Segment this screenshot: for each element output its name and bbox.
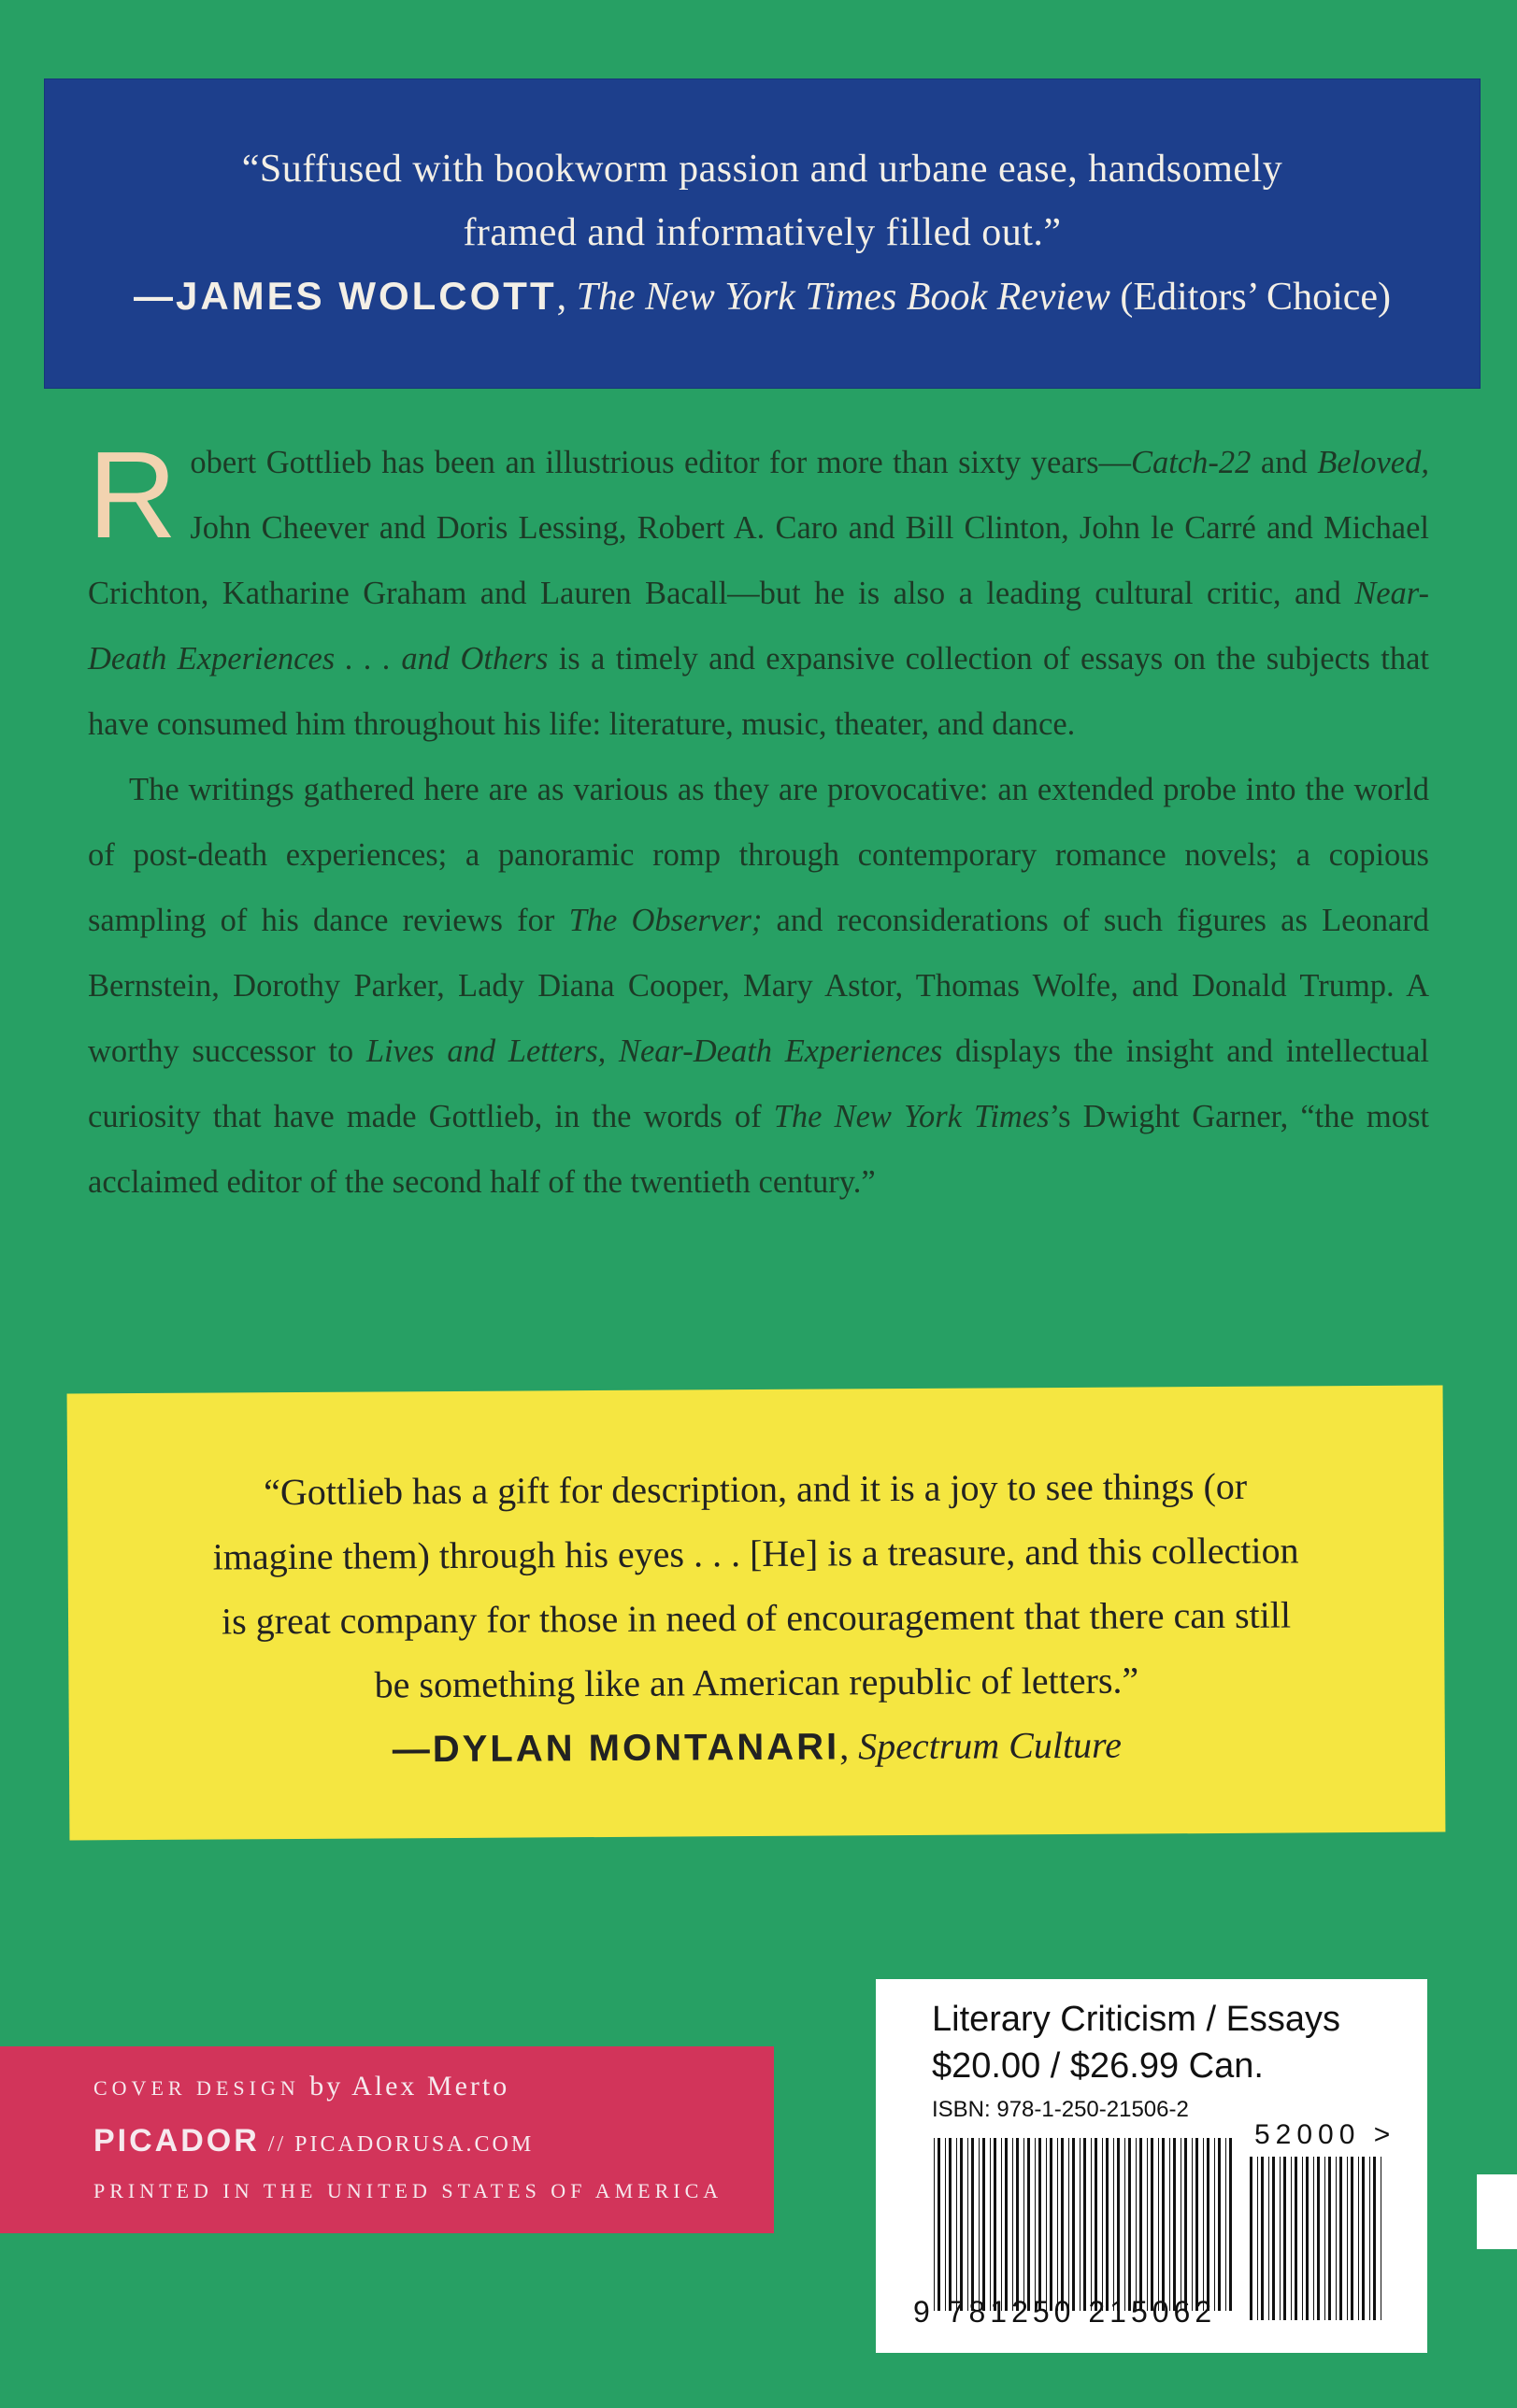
barcode-bar bbox=[1139, 2138, 1142, 2311]
white-tab-mark bbox=[1477, 2174, 1517, 2249]
top-quote-attribution bbox=[45, 264, 1480, 329]
bottom-quote-attribution bbox=[69, 1711, 1445, 1785]
barcode-bar bbox=[1001, 2138, 1002, 2311]
barcode-bar bbox=[1302, 2157, 1303, 2320]
desc-p1-c: and bbox=[1251, 445, 1318, 480]
description-paragraph-2 bbox=[88, 757, 1429, 1215]
bottom-quote-separator: , bbox=[838, 1725, 859, 1768]
description-paragraph-1 bbox=[88, 426, 1429, 757]
barcode-bar bbox=[1023, 2138, 1024, 2311]
barcode-bar bbox=[1218, 2138, 1221, 2311]
barcode-bar bbox=[1016, 2138, 1019, 2311]
top-quote-publication: The New York Times Book Review bbox=[576, 276, 1110, 319]
barcode-bar bbox=[1283, 2157, 1286, 2320]
desc-p2-a: The writings gathered here are as various as they are provocative: an extended probe into the world of post-death experiences; a panoramic romp through contemporary romance novels; a copious sampling of his dance reviews for bbox=[88, 772, 1429, 938]
top-review-quote-box bbox=[45, 79, 1480, 388]
barcode-bar bbox=[990, 2138, 991, 2311]
barcode-bar bbox=[1339, 2157, 1342, 2320]
barcode-bar bbox=[1351, 2157, 1353, 2320]
barcode-bar bbox=[1306, 2157, 1309, 2320]
barcode-bar bbox=[1068, 2138, 1069, 2311]
barcode-bar bbox=[1012, 2138, 1013, 2311]
barcode-bar bbox=[937, 2138, 940, 2311]
barcode-bar bbox=[1184, 2138, 1187, 2311]
barcode-bar bbox=[1083, 2138, 1086, 2311]
desc-p1-e: John Cheever and Doris Lessing, Robert A. Caro and Bill Clinton, John le Carré and Michael Crichton, Katharine Graham and Lauren Bacall—but he is also a leading cultural critic, and bbox=[88, 510, 1429, 611]
desc-p2-e: displays the insight and intellectual curiosity that have made Gottlieb, in the words of bbox=[88, 1033, 1429, 1134]
barcode-bar bbox=[956, 2138, 957, 2311]
barcode-bar bbox=[1328, 2157, 1331, 2320]
price-label: $20.00 / $26.99 Can. bbox=[932, 2046, 1264, 2086]
barcode-bar bbox=[1225, 2138, 1226, 2311]
barcode-bar bbox=[1317, 2157, 1320, 2320]
barcode-digits: 9 781250 215062 bbox=[913, 2295, 1217, 2329]
barcode-bar bbox=[967, 2138, 968, 2311]
barcode-bar bbox=[1128, 2138, 1131, 2311]
barcode-bar bbox=[982, 2138, 985, 2311]
barcode-bar bbox=[1324, 2157, 1325, 2320]
bottom-quote-author: —DYLAN MONTANARI bbox=[392, 1726, 840, 1771]
barcode-bar bbox=[1373, 2157, 1376, 2320]
desc-p2-f: The New York Times bbox=[773, 1099, 1050, 1134]
barcode-bar bbox=[1347, 2157, 1348, 2320]
bottom-quote-line-1: “Gottlieb has a gift for description, and it is a joy to see things (or bbox=[264, 1464, 1248, 1514]
barcode-bar bbox=[1147, 2138, 1148, 2311]
barcode-bar bbox=[1272, 2157, 1275, 2320]
barcode-bar bbox=[1336, 2157, 1337, 2320]
barcode-bar bbox=[1250, 2157, 1252, 2320]
barcode-bar bbox=[949, 2138, 952, 2311]
barcode-bar bbox=[1214, 2138, 1215, 2311]
barcode-bar bbox=[1061, 2138, 1064, 2311]
barcode-bar bbox=[1102, 2138, 1103, 2311]
desc-p1-d: Beloved, bbox=[1317, 445, 1429, 480]
drop-cap: R bbox=[88, 426, 178, 563]
bottom-review-quote bbox=[67, 1386, 1445, 1719]
top-quote-line-2: framed and informatively filled out.” bbox=[463, 211, 1062, 254]
barcode-bar bbox=[945, 2138, 946, 2311]
barcode-bar bbox=[1369, 2157, 1370, 2320]
book-description bbox=[88, 426, 1430, 1215]
desc-p1-f: Near-Death Experiences . . . and Others bbox=[88, 576, 1429, 677]
cover-design-credit bbox=[93, 2071, 509, 2102]
desc-p2-g: ’s Dwight Garner, “the most acclaimed editor of the second half of the twentieth century.” bbox=[88, 1099, 1429, 1200]
barcode-bar bbox=[1113, 2138, 1114, 2311]
barcode-bar bbox=[1229, 2138, 1232, 2311]
desc-p1-a: obert Gottlieb has been an illustrious editor for more than sixty years— bbox=[190, 445, 1131, 480]
barcode-bar bbox=[1117, 2138, 1120, 2311]
barcode-bar bbox=[1203, 2138, 1204, 2311]
price-barcode-sticker bbox=[876, 1979, 1427, 2353]
barcode-bar bbox=[1072, 2138, 1075, 2311]
barcode-bar bbox=[1268, 2157, 1269, 2320]
barcode-bar bbox=[1257, 2157, 1258, 2320]
barcode-bar bbox=[1295, 2157, 1297, 2320]
barcode-bar bbox=[1192, 2138, 1193, 2311]
top-review-quote bbox=[45, 79, 1480, 264]
desc-p2-d: Lives and Letters, Near-Death Experiences bbox=[365, 1033, 943, 1069]
top-quote-line-1: “Suffused with bookworm passion and urbane ease, handsomely bbox=[241, 148, 1283, 191]
bottom-quote-line-4: be something like an American republic of letters.” bbox=[374, 1659, 1139, 1706]
barcode-bar bbox=[1027, 2138, 1030, 2311]
barcode-bar bbox=[971, 2138, 974, 2311]
category-label: Literary Criticism / Essays bbox=[932, 2000, 1341, 2039]
bottom-quote-line-2: imagine them) through his eyes . . . [He] is a treasure, and this collection bbox=[212, 1529, 1299, 1578]
barcode-bar bbox=[1080, 2138, 1081, 2311]
printed-in-line: PRINTED IN THE UNITED STATES OF AMERICA bbox=[93, 2179, 723, 2202]
publisher-website: // PICADORUSA.COM bbox=[259, 2132, 535, 2157]
barcode-bar bbox=[1280, 2157, 1281, 2320]
barcode-bar bbox=[1038, 2138, 1041, 2311]
desc-p1-g: is a timely and expansive collection of essays on the subjects that have consumed him throughout his life: literature, music, theater, and dance. bbox=[88, 641, 1429, 742]
cover-design-label: COVER DESIGN bbox=[93, 2076, 300, 2100]
isbn-barcode-bars bbox=[932, 2138, 1240, 2311]
barcode-bar bbox=[1136, 2138, 1137, 2311]
barcode-bar bbox=[1106, 2138, 1109, 2311]
barcode-bar bbox=[1158, 2138, 1159, 2311]
publisher-line bbox=[93, 2123, 534, 2159]
barcode-bar bbox=[1151, 2138, 1153, 2311]
barcode-bar bbox=[934, 2138, 935, 2311]
price-addon-code: 52000 > bbox=[1254, 2119, 1396, 2150]
bottom-review-quote-box bbox=[67, 1386, 1446, 1841]
bottom-quote-line-3: is great company for those in need of encouragement that there can still bbox=[221, 1593, 1292, 1643]
barcode-bar bbox=[1169, 2138, 1170, 2311]
barcode-bar bbox=[1173, 2138, 1176, 2311]
desc-p2-c: and reconsiderations of such figures as Leonard Bernstein, Dorothy Parker, Lady Diana Cooper, Mary Astor, Thomas Wolfe, and Donald Trump. A worthy successor to bbox=[88, 903, 1430, 1069]
barcode-bar bbox=[1162, 2138, 1165, 2311]
cover-designer: by Alex Merto bbox=[299, 2071, 510, 2102]
top-quote-note: (Editors’ Choice) bbox=[1109, 276, 1392, 319]
barcode-bar bbox=[1207, 2138, 1209, 2311]
publisher-credits-box bbox=[0, 2046, 774, 2233]
barcode-bar bbox=[1358, 2157, 1359, 2320]
barcode-bar bbox=[1005, 2138, 1008, 2311]
publisher-name: PICADOR bbox=[93, 2123, 260, 2159]
barcode-bar bbox=[1046, 2138, 1047, 2311]
barcode-bar bbox=[994, 2138, 996, 2311]
barcode-bar bbox=[1124, 2138, 1125, 2311]
barcode-bar bbox=[1091, 2138, 1092, 2311]
barcode-bar bbox=[1050, 2138, 1052, 2311]
addon-barcode-bars bbox=[1248, 2157, 1388, 2320]
barcode-bar bbox=[1362, 2157, 1365, 2320]
desc-p1-b: Catch-22 bbox=[1131, 445, 1252, 480]
barcode-bar bbox=[1057, 2138, 1058, 2311]
barcode-bar bbox=[1095, 2138, 1097, 2311]
isbn-label: ISBN: 978-1-250-21506-2 bbox=[932, 2097, 1189, 2122]
barcode-bar bbox=[1261, 2157, 1264, 2320]
desc-p2-b: The Observer; bbox=[568, 903, 763, 938]
top-quote-separator: , bbox=[556, 276, 577, 319]
barcode-bar bbox=[960, 2138, 963, 2311]
barcode-bar bbox=[1313, 2157, 1314, 2320]
bottom-quote-publication: Spectrum Culture bbox=[857, 1723, 1123, 1768]
barcode-bar bbox=[1195, 2138, 1198, 2311]
barcode-bar bbox=[1291, 2157, 1292, 2320]
barcode-bar bbox=[1035, 2138, 1036, 2311]
top-quote-author: —JAMES WOLCOTT bbox=[133, 274, 557, 318]
barcode-bar bbox=[979, 2138, 980, 2311]
